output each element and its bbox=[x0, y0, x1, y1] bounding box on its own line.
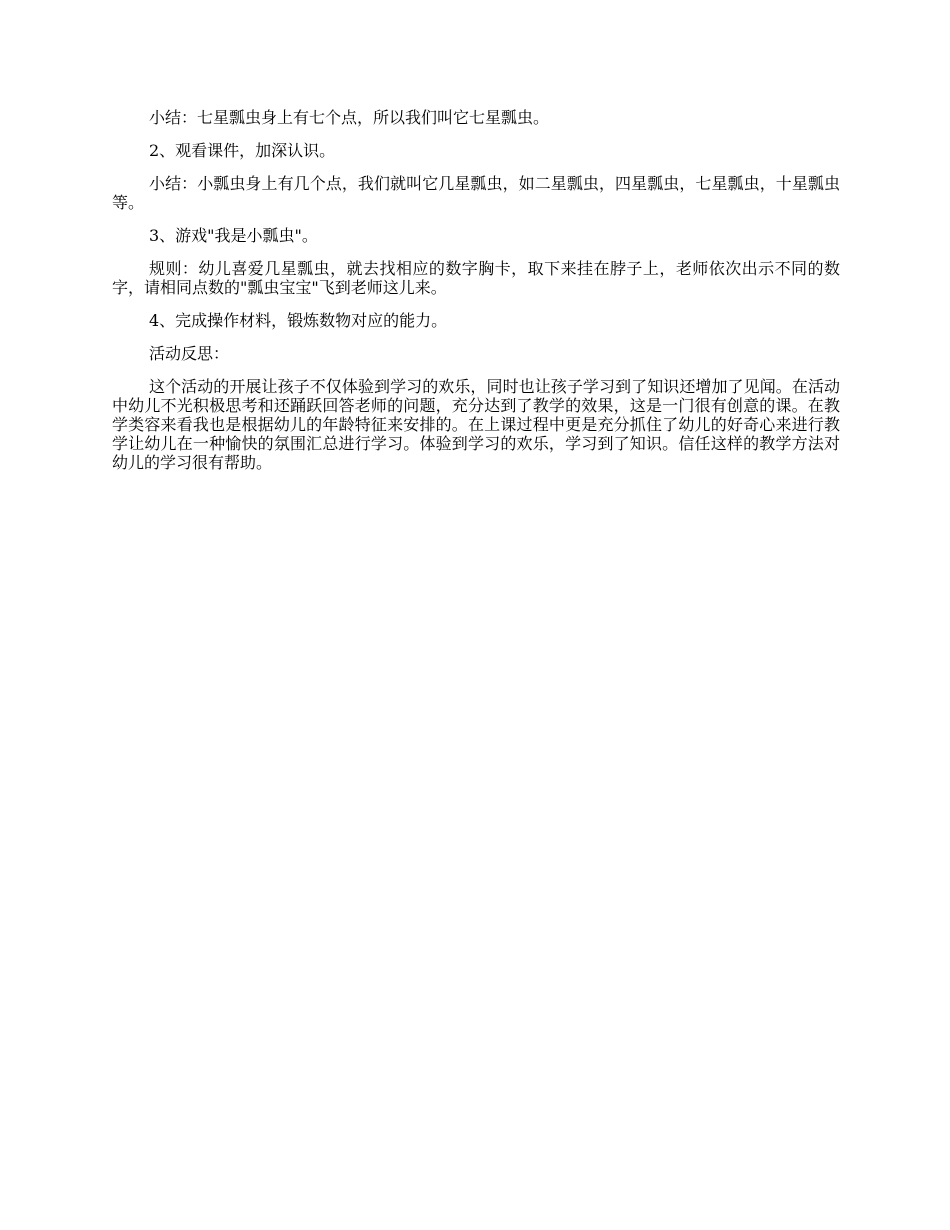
document-page bbox=[112, 108, 840, 486]
step-2-paragraph: 2、观看课件，加深认识。 bbox=[149, 141, 336, 160]
reflection-heading: 活动反思： bbox=[149, 344, 230, 363]
step-4-paragraph: 4、完成操作材料，锻炼数物对应的能力。 bbox=[149, 311, 448, 330]
reflection-paragraph: 这个活动的开展让孩子不仅体验到学习的欢乐，同时也让孩子学习到了知识还增加了见闻。在活动中幼儿不光积极思考和还踊跃回答老师的问题，充分达到了教学的效果，这是一门很有创意的课。在教学类容来看我也是根据幼儿的年龄特征来安排的。在上课过程中更是充分抓住了幼儿的好奇心来进行教学让幼儿在一种愉快的氛围汇总进行学习。体验到学习的欢乐，学习到了知识。信任这样的教学方法对幼儿的学习很有帮助。 bbox=[112, 377, 840, 472]
step-3-game-paragraph: 3、游戏"我是小瓢虫"。 bbox=[149, 226, 318, 245]
summary-seven-star-paragraph: 小结：七星瓢虫身上有七个点，所以我们叫它七星瓢虫。 bbox=[149, 108, 550, 127]
summary-dots-paragraph: 小结：小瓢虫身上有几个点，我们就叫它几星瓢虫，如二星瓢虫，四星瓢虫，七星瓢虫，十星瓢虫等。 bbox=[112, 174, 840, 212]
game-rules-paragraph: 规则：幼儿喜爱几星瓢虫，就去找相应的数字胸卡，取下来挂在脖子上，老师依次出示不同的数字，请相同点数的"瓢虫宝宝"飞到老师这儿来。 bbox=[112, 259, 840, 297]
